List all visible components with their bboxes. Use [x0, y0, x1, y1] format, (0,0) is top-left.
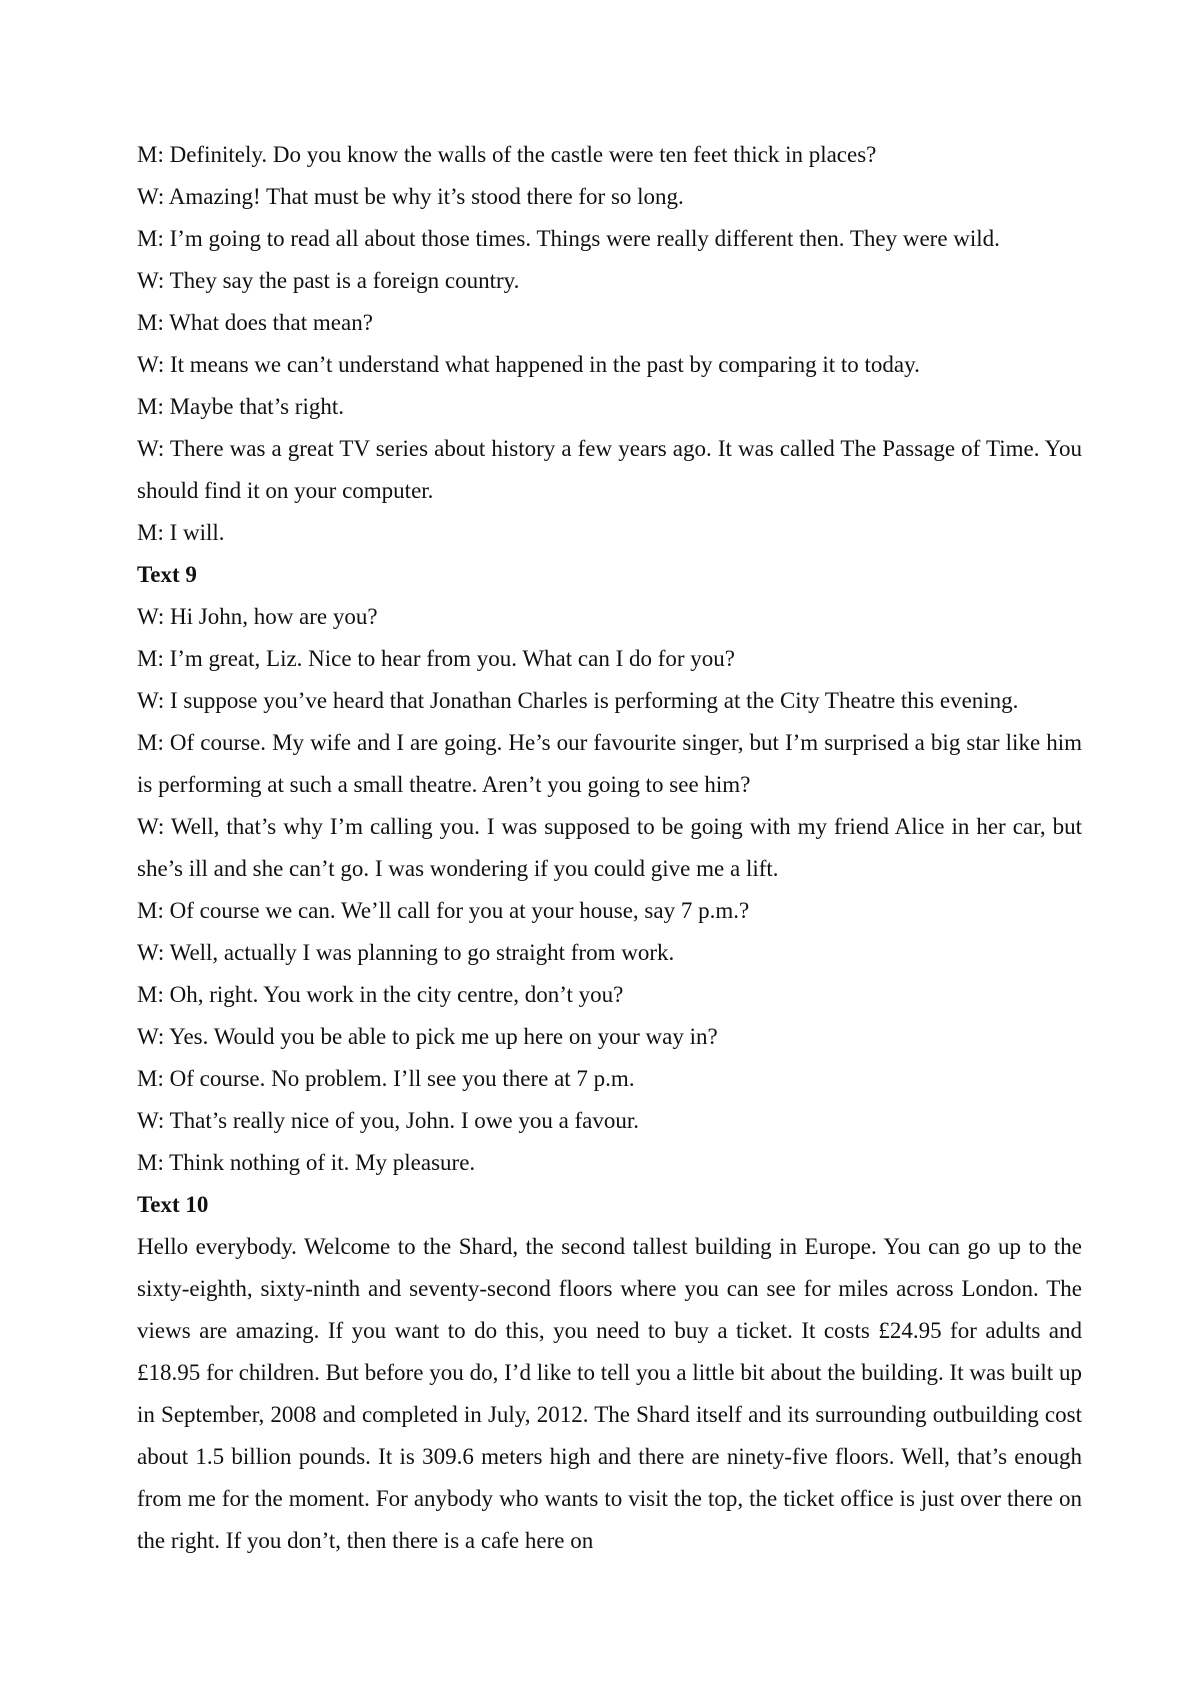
dialogue-line: M: Think nothing of it. My pleasure. — [137, 1150, 476, 1175]
dialogue-line: M: Of course. My wife and I are going. He’s our favourite singer, but I’m surprised a big star like him is performing at such a small theatre. Aren’t you going to see him? — [137, 730, 1082, 797]
dialogue-line: W: Well, actually I was planning to go straight from work. — [137, 940, 675, 965]
dialogue-line: M: I will. — [137, 520, 225, 545]
section-heading: Text 9 — [137, 562, 197, 587]
document-page — [137, 134, 1082, 1562]
dialogue-line: M: Of course. No problem. I’ll see you there at 7 p.m. — [137, 1066, 635, 1091]
dialogue-line: W: There was a great TV series about history a few years ago. It was called The Passage of Time. You should find it on your computer. — [137, 436, 1082, 503]
monologue-paragraph: Hello everybody. Welcome to the Shard, the second tallest building in Europe. You can go up to the sixty-eighth, sixty-ninth and seventy-second floors where you can see for miles across London. The views are amazing. If you want to do this, you need to buy a ticket. It costs £24.95 for adults and £18.95 for children. But before you do, I’d like to tell you a little bit about the building. It was built up in September, 2008 and completed in July, 2012. The Shard itself and its surrounding outbuilding cost about 1.5 billion pounds. It is 309.6 meters high and there are ninety-five floors. Well, that’s enough from me for the moment. For anybody who wants to visit the top, the ticket office is just over there on the right. If you don’t, then there is a cafe here on — [137, 1234, 1082, 1553]
dialogue-line: W: I suppose you’ve heard that Jonathan Charles is performing at the City Theatre this evening. — [137, 688, 1019, 713]
dialogue-line: M: I’m great, Liz. Nice to hear from you. What can I do for you? — [137, 646, 735, 671]
dialogue-line: W: Hi John, how are you? — [137, 604, 378, 629]
dialogue-line: W: That’s really nice of you, John. I owe you a favour. — [137, 1108, 640, 1133]
dialogue-line: M: Maybe that’s right. — [137, 394, 344, 419]
dialogue-line: M: What does that mean? — [137, 310, 373, 335]
dialogue-line: W: They say the past is a foreign country. — [137, 268, 520, 293]
dialogue-line: W: It means we can’t understand what happened in the past by comparing it to today. — [137, 352, 920, 377]
dialogue-line: M: Oh, right. You work in the city centre, don’t you? — [137, 982, 624, 1007]
text9-section — [137, 554, 1082, 1184]
section-heading: Text 10 — [137, 1192, 209, 1217]
dialogue-line: M: I’m going to read all about those times. Things were really different then. They were wild. — [137, 226, 1000, 251]
dialogue-line: W: Well, that’s why I’m calling you. I was supposed to be going with my friend Alice in her car, but she’s ill and she can’t go. I was wondering if you could give me a lift. — [137, 814, 1082, 881]
dialogue-line: W: Yes. Would you be able to pick me up here on your way in? — [137, 1024, 718, 1049]
text10-section — [137, 1184, 1082, 1562]
text8-continuation — [137, 134, 1082, 554]
dialogue-line: M: Definitely. Do you know the walls of the castle were ten feet thick in places? — [137, 142, 877, 167]
dialogue-line: M: Of course we can. We’ll call for you at your house, say 7 p.m.? — [137, 898, 750, 923]
dialogue-line: W: Amazing! That must be why it’s stood there for so long. — [137, 184, 684, 209]
